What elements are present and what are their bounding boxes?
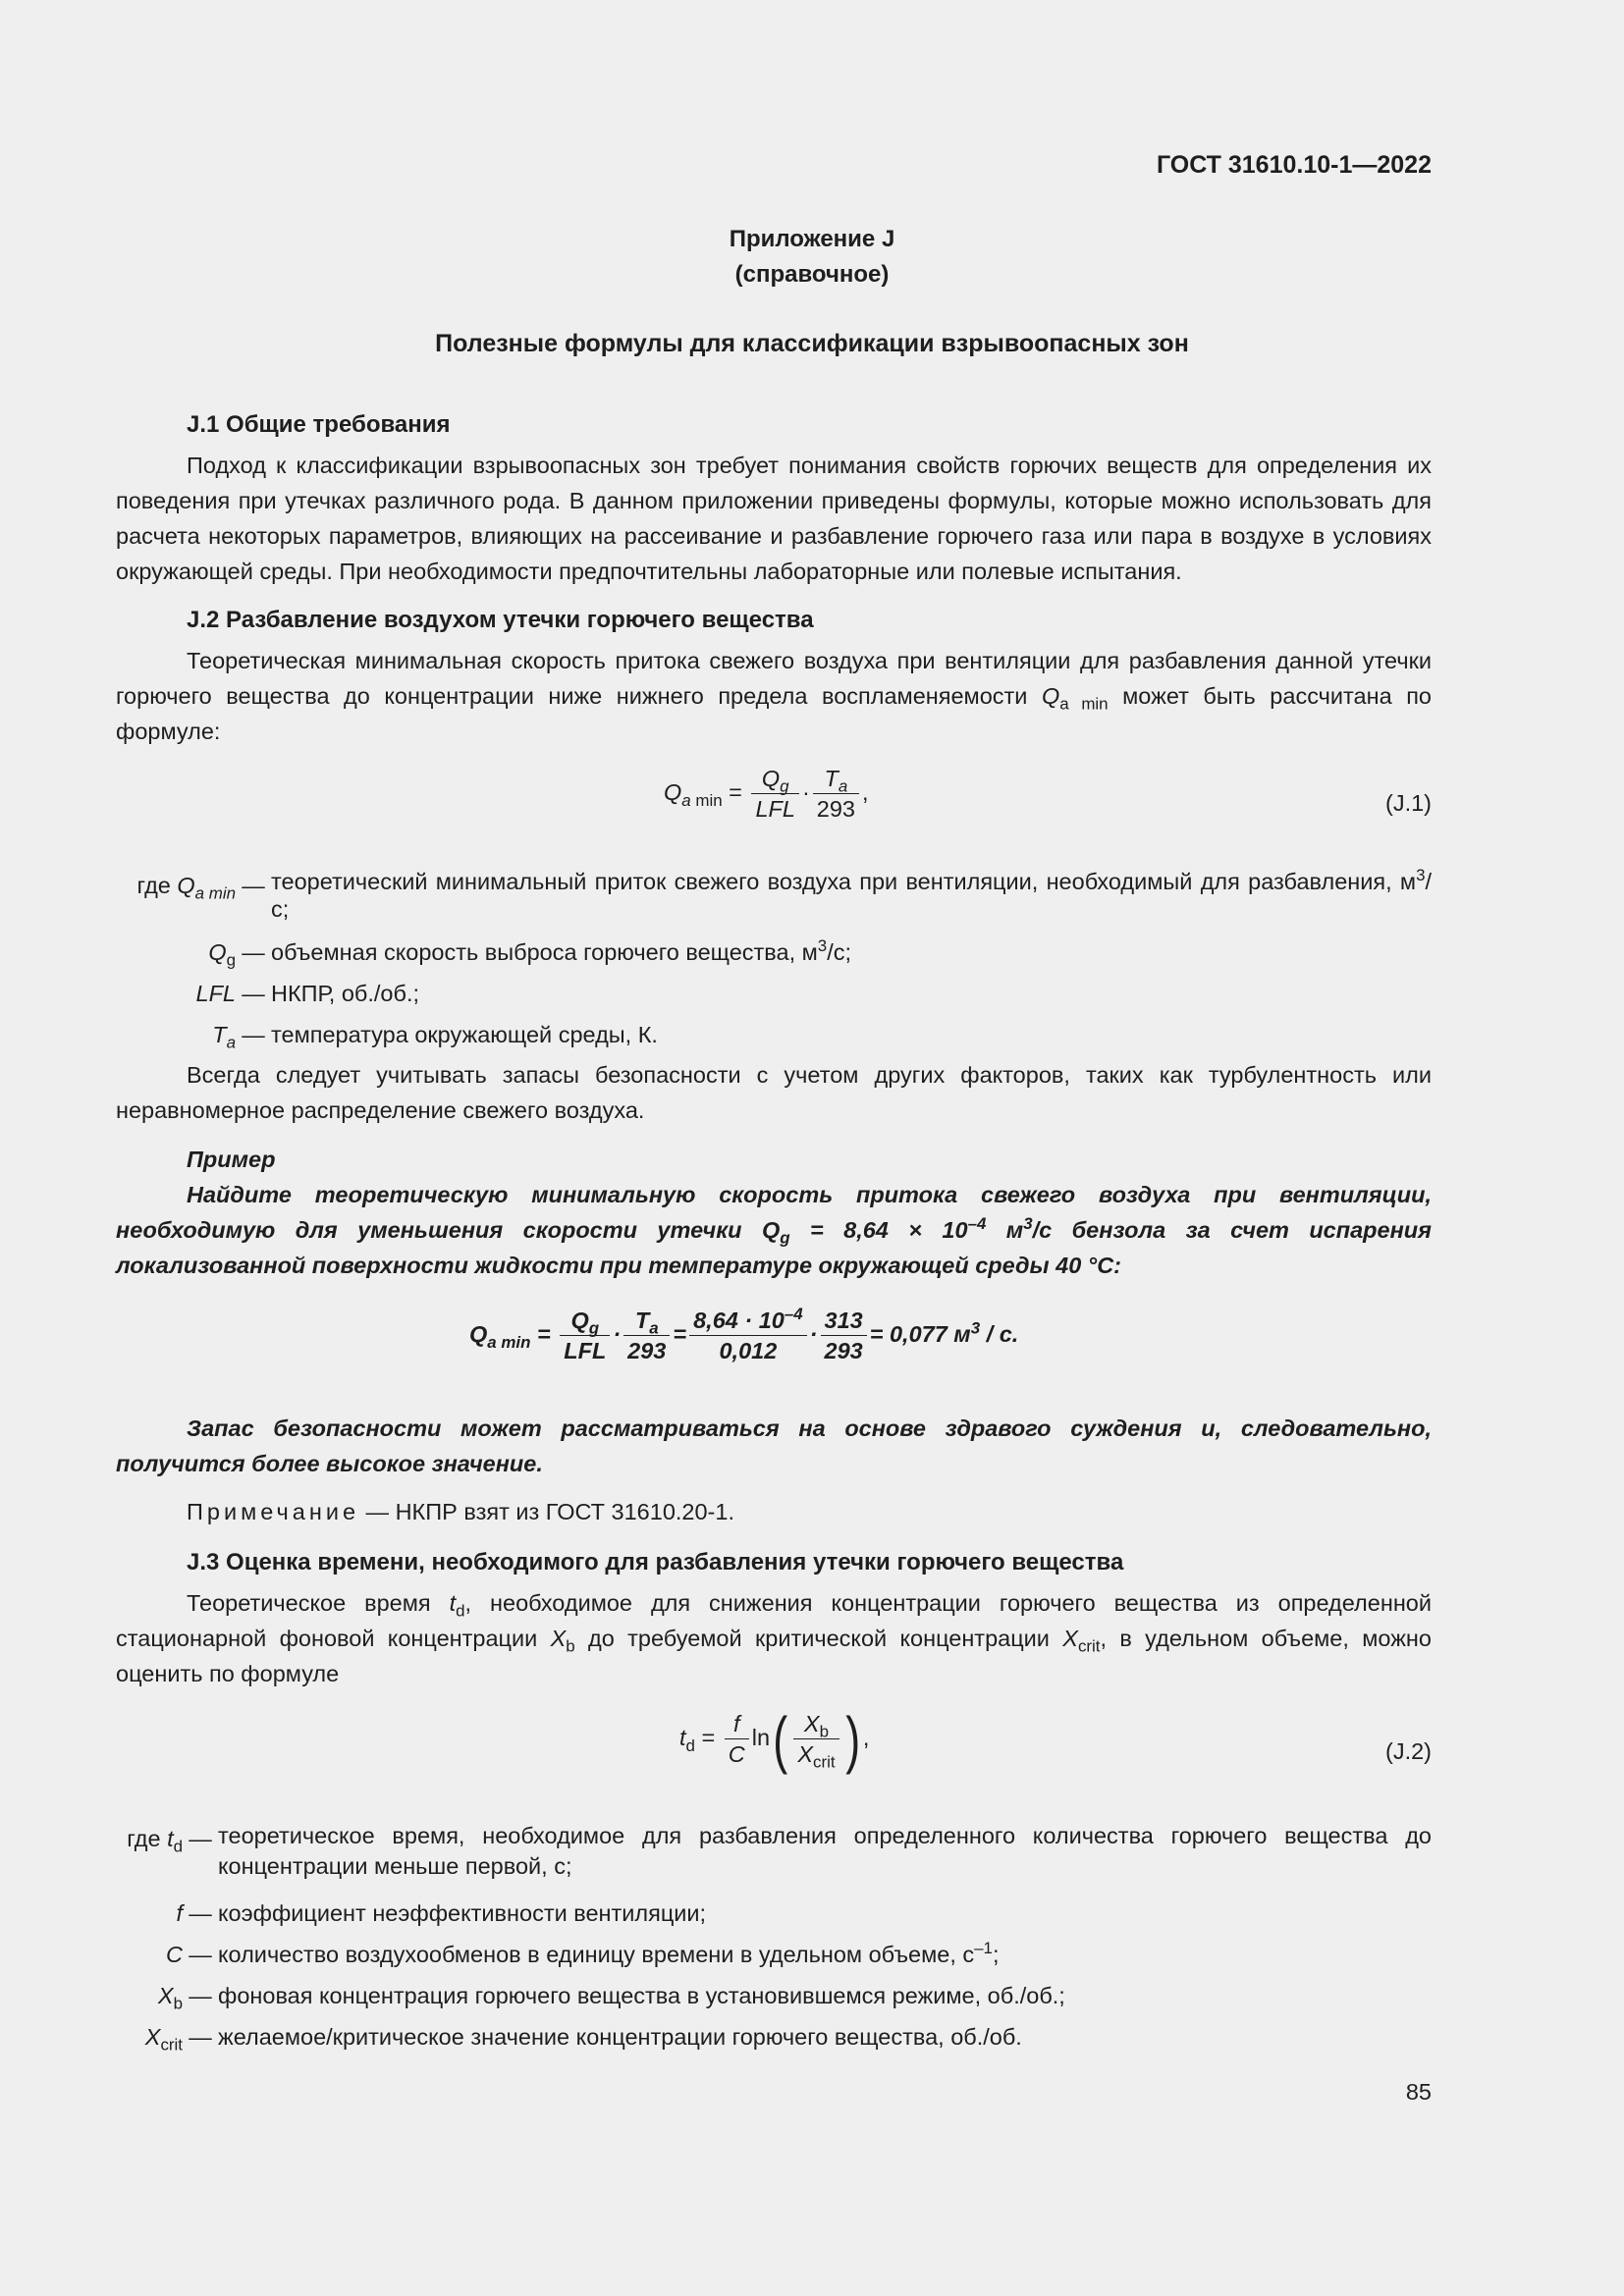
standard-header: ГОСТ 31610.10-1—2022 xyxy=(1156,151,1432,179)
equation-j2-number: (J.2) xyxy=(1385,1738,1432,1764)
safety-margin-paragraph: Всегда следует учитывать запасы безопасности с учетом других факторов, таких как турбулентность или неравномерное распределение свежего воздуха. xyxy=(116,1062,1432,1123)
definition-row: $X_b$ — фоновая концентрация горючего вещества в установившемся режиме, об./об.; xyxy=(157,1983,1065,2013)
example-equation: $Q_{a min}$ = $\frac{Q_g}{\text{LFL}}$ · $\frac{T_a}{293}$ = $\frac{8,64 \cdot 10^{-4}}{0,012}$ · $\frac{313}{293}$ = 0,077 $м^3$ / с. xyxy=(469,1305,1019,1364)
equation-j1: $Q_a$ $_{min}$ = $\frac{Q_g}{\text{LFL}}$ · $\frac{T_a}{293}$ , xyxy=(664,766,869,823)
definitions-j2 xyxy=(116,1821,1432,2055)
definition-row: LFL — НКПР, об./об.; xyxy=(195,981,420,1006)
equation-j2: $t_d$ = $\frac{f}{C}$ ln( $\frac{X_b}{X_{crit}}$ ) , xyxy=(679,1704,870,1775)
definition-row: где $Q_{a min}$ — теоретический минимальный приток свежего воздуха при вентиляции, необходимый для разбавления, $м^3/с$; xyxy=(136,866,1432,922)
equation-j1-number: (J.1) xyxy=(1385,790,1432,816)
section-j1-paragraph: Подход к классификации взрывоопасных зон требует понимания свойств горючих веществ для определения их поведения при утечках различного рода. В данном приложении приведены формулы, которые можно использовать для расчета некоторых параметров, влияющих на рассеивание и разбавление горючего газа или пара в воздухе в условиях окружающей среды. При необходимости предпочтительны лабораторные или полевые испытания. xyxy=(116,453,1432,584)
example-title: Пример xyxy=(187,1147,276,1172)
definition-row: где $t_d$ — теоретическое время, необходимое для разбавления определенного количества горючего вещества до концентрации меньше первой, с; xyxy=(127,1823,1432,1879)
definition-row: $T_a$ — температура окружающей среды, К. xyxy=(212,1022,658,1052)
example-conclusion: Запас безопасности может рассматриваться на основе здравого суждения и, следовательно, получится более высокое значение. xyxy=(116,1415,1432,1476)
appendix-type: (справочное) xyxy=(734,261,890,288)
definition-row: $Q_g$ — объемная скорость выброса горючего вещества, $м^3/с$; xyxy=(208,936,852,970)
section-j2-title: J.2 Разбавление воздухом утечки горючего вещества xyxy=(187,607,814,633)
section-j2-paragraph: Теоретическая минимальная скорость притока свежего воздуха при вентиляции для разбавления данной утечки горючего вещества до концентрации ниже нижнего предела воспламеняемости $Q_{a min}$ может быть рассчитана по формуле: xyxy=(116,648,1433,744)
appendix-title: Приложение J xyxy=(729,226,895,252)
definitions-j1 xyxy=(116,868,1432,1052)
section-j3-title: J.3 Оценка времени, необходимого для разбавления утечки горючего вещества xyxy=(187,1549,1124,1575)
example-text: Найдите теоретическую минимальную скорость притока свежего воздуха при вентиляции, необходимую для уменьшения скорости утечки $Q_g = 8,64 \times 10^{-4}$ $м^3/с$ бензола за счет испарения локализованной поверхности жидкости при температуре окружающей среды 40 °С: xyxy=(116,1182,1432,1278)
note: Примечание — НКПР взят из ГОСТ 31610.20-1. xyxy=(187,1499,734,1524)
definition-row: $X_{crit}$ — желаемое/критическое значение концентрации горючего вещества, об./об. xyxy=(144,2024,1022,2055)
page-number: 85 xyxy=(1405,2079,1432,2105)
definition-row: f — коэффициент неэффективности вентиляции; xyxy=(176,1900,707,1926)
section-j3-paragraph: Теоретическое время $t_d$, необходимое для снижения концентрации горючего вещества из определенной стационарной фоновой концентрации $X_b$ до требуемой критической концентрации $X_{crit}$, в удельном объеме, можно оценить по формуле xyxy=(116,1590,1432,1686)
definition-row: C — количество воздухообменов в единицу времени в удельном объеме, $с^{-1}$; xyxy=(166,1939,1000,1967)
section-j1-title: J.1 Общие требования xyxy=(187,411,451,438)
appendix-heading: Полезные формулы для классификации взрывоопасных зон xyxy=(435,330,1189,357)
